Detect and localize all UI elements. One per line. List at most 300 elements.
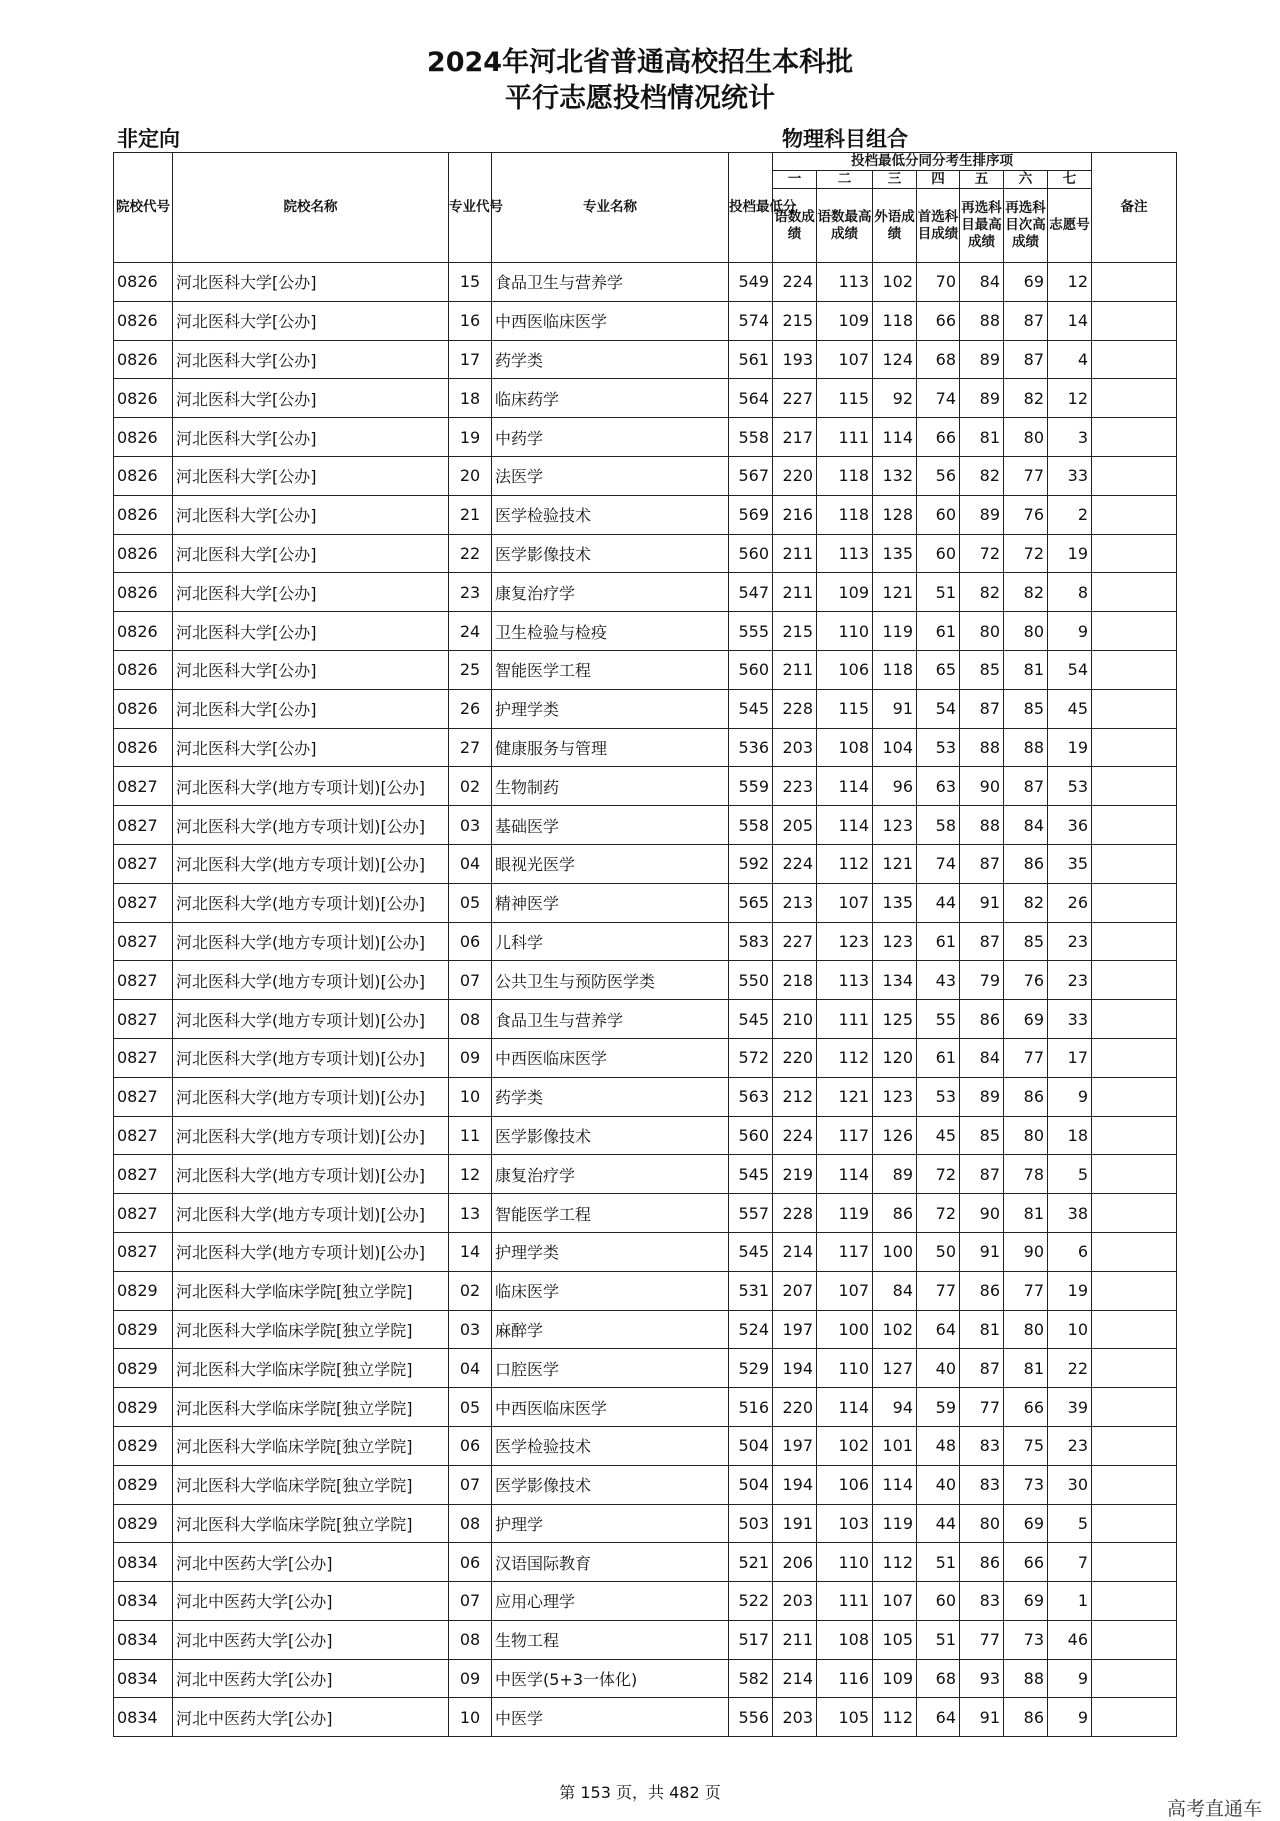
table-row: [114, 456, 1177, 495]
cell-rank-1: 194: [773, 1465, 817, 1504]
cell-rank-6: 76: [1004, 961, 1048, 1000]
cell-major-name: 医学检验技术: [492, 495, 729, 534]
cell-school-code: 0826: [114, 689, 173, 728]
header-rank-num: 一: [773, 171, 817, 189]
cell-rank-7: 33: [1048, 456, 1092, 495]
cell-rank-3: 107: [873, 1582, 917, 1621]
cell-major-code: 06: [449, 1426, 492, 1465]
cell-school-name: 河北中医药大学[公办]: [173, 1582, 449, 1621]
cell-rank-3: 112: [873, 1698, 917, 1737]
cell-min-score: 504: [729, 1426, 773, 1465]
page-footer: 第 153 页，共 482 页: [559, 1783, 721, 1802]
header-major-code: 专业代号: [449, 153, 492, 263]
cell-rank-7: 5: [1048, 1504, 1092, 1543]
cell-rank-5: 91: [960, 1698, 1004, 1737]
cell-school-name: 河北医科大学[公办]: [173, 301, 449, 340]
cell-rank-3: 121: [873, 573, 917, 612]
cell-rank-6: 86: [1004, 1077, 1048, 1116]
cell-school-code: 0829: [114, 1349, 173, 1388]
cell-rank-4: 43: [917, 961, 960, 1000]
cell-rank-7: 38: [1048, 1194, 1092, 1233]
cell-school-code: 0826: [114, 650, 173, 689]
header-rank-item: 外语成绩: [873, 189, 917, 263]
cell-rank-1: 224: [773, 263, 817, 302]
header-rank-num: 五: [960, 171, 1004, 189]
cell-rank-4: 51: [917, 1543, 960, 1582]
cell-school-name: 河北医科大学[公办]: [173, 340, 449, 379]
cell-rank-3: 91: [873, 689, 917, 728]
cell-rank-3: 92: [873, 379, 917, 418]
cell-school-code: 0827: [114, 922, 173, 961]
cell-major-name: 健康服务与管理: [492, 728, 729, 767]
cell-rank-5: 88: [960, 806, 1004, 845]
cell-rank-4: 68: [917, 1659, 960, 1698]
cell-rank-1: 194: [773, 1349, 817, 1388]
cell-rank-7: 8: [1048, 573, 1092, 612]
cell-rank-5: 77: [960, 1388, 1004, 1427]
cell-rank-3: 104: [873, 728, 917, 767]
cell-rank-7: 5: [1048, 1155, 1092, 1194]
table-row: [114, 922, 1177, 961]
cell-school-name: 河北医科大学[公办]: [173, 728, 449, 767]
cell-school-name: 河北医科大学临床学院[独立学院]: [173, 1504, 449, 1543]
cell-school-name: 河北医科大学[公办]: [173, 573, 449, 612]
cell-rank-3: 123: [873, 1077, 917, 1116]
cell-rank-4: 70: [917, 263, 960, 302]
cell-rank-6: 86: [1004, 1698, 1048, 1737]
cell-rank-5: 89: [960, 1077, 1004, 1116]
cell-rank-7: 39: [1048, 1388, 1092, 1427]
cell-major-name: 精神医学: [492, 883, 729, 922]
cell-rank-1: 211: [773, 1620, 817, 1659]
cell-min-score: 516: [729, 1388, 773, 1427]
cell-rank-7: 35: [1048, 844, 1092, 883]
cell-major-name: 生物工程: [492, 1620, 729, 1659]
cell-rank-7: 46: [1048, 1620, 1092, 1659]
cell-rank-4: 77: [917, 1271, 960, 1310]
cell-rank-5: 87: [960, 1155, 1004, 1194]
cell-rank-4: 61: [917, 1038, 960, 1077]
cell-rank-7: 22: [1048, 1349, 1092, 1388]
cell-min-score: 547: [729, 573, 773, 612]
header-rank-num: 四: [917, 171, 960, 189]
cell-rank-2: 113: [817, 961, 873, 1000]
cell-rank-4: 61: [917, 922, 960, 961]
cell-major-name: 智能医学工程: [492, 650, 729, 689]
cell-rank-7: 1: [1048, 1582, 1092, 1621]
cell-rank-2: 113: [817, 534, 873, 573]
header-rank-item: 语数最高成绩: [817, 189, 873, 263]
cell-major-code: 09: [449, 1659, 492, 1698]
cell-min-score: 503: [729, 1504, 773, 1543]
cell-rank-2: 108: [817, 1620, 873, 1659]
cell-rank-1: 227: [773, 922, 817, 961]
cell-rank-2: 114: [817, 1155, 873, 1194]
cell-rank-3: 128: [873, 495, 917, 534]
cell-school-name: 河北医科大学(地方专项计划)[公办]: [173, 1116, 449, 1155]
cell-rank-5: 82: [960, 456, 1004, 495]
cell-rank-5: 87: [960, 1349, 1004, 1388]
cell-rank-1: 211: [773, 650, 817, 689]
cell-rank-6: 78: [1004, 1155, 1048, 1194]
cell-rank-1: 210: [773, 1000, 817, 1039]
cell-school-code: 0826: [114, 418, 173, 457]
cell-school-name: 河北医科大学临床学院[独立学院]: [173, 1349, 449, 1388]
cell-school-code: 0827: [114, 844, 173, 883]
cell-rank-5: 89: [960, 379, 1004, 418]
cell-rank-4: 55: [917, 1000, 960, 1039]
cell-rank-1: 197: [773, 1310, 817, 1349]
cell-rank-7: 12: [1048, 379, 1092, 418]
cell-rank-5: 87: [960, 689, 1004, 728]
cell-remark: [1092, 263, 1177, 302]
cell-major-name: 汉语国际教育: [492, 1543, 729, 1582]
cell-rank-1: 207: [773, 1271, 817, 1310]
cell-rank-6: 82: [1004, 379, 1048, 418]
cell-remark: [1092, 301, 1177, 340]
cell-school-name: 河北医科大学[公办]: [173, 689, 449, 728]
cell-rank-2: 110: [817, 1543, 873, 1582]
cell-rank-2: 112: [817, 844, 873, 883]
table-row: [114, 1271, 1177, 1310]
cell-school-name: 河北医科大学临床学院[独立学院]: [173, 1388, 449, 1427]
cell-remark: [1092, 1582, 1177, 1621]
cell-rank-2: 107: [817, 340, 873, 379]
cell-rank-6: 82: [1004, 883, 1048, 922]
cell-major-name: 卫生检验与检疫: [492, 612, 729, 651]
cell-rank-1: 227: [773, 379, 817, 418]
cell-min-score: 560: [729, 650, 773, 689]
table-row: [114, 767, 1177, 806]
cell-school-code: 0829: [114, 1504, 173, 1543]
cell-school-code: 0826: [114, 534, 173, 573]
cell-major-name: 智能医学工程: [492, 1194, 729, 1233]
cell-rank-7: 23: [1048, 922, 1092, 961]
cell-major-name: 眼视光医学: [492, 844, 729, 883]
cell-school-code: 0826: [114, 612, 173, 651]
cell-school-name: 河北医科大学(地方专项计划)[公办]: [173, 806, 449, 845]
cell-rank-3: 102: [873, 263, 917, 302]
cell-major-name: 食品卫生与营养学: [492, 263, 729, 302]
cell-remark: [1092, 650, 1177, 689]
cell-min-score: 545: [729, 1232, 773, 1271]
cell-rank-7: 33: [1048, 1000, 1092, 1039]
cell-rank-6: 77: [1004, 456, 1048, 495]
cell-rank-5: 87: [960, 922, 1004, 961]
page-title: 2024年河北省普通高校招生本科批: [426, 47, 854, 78]
cell-rank-5: 84: [960, 1038, 1004, 1077]
header-rank-num: 三: [873, 171, 917, 189]
header-rank-num: 七: [1048, 171, 1092, 189]
cell-remark: [1092, 1077, 1177, 1116]
cell-rank-2: 107: [817, 883, 873, 922]
cell-rank-5: 80: [960, 612, 1004, 651]
cell-rank-3: 89: [873, 1155, 917, 1194]
cell-major-code: 26: [449, 689, 492, 728]
header-rank-item: 语数成绩: [773, 189, 817, 263]
subject-group-label: 物理科目组合: [782, 127, 908, 151]
cell-rank-4: 66: [917, 301, 960, 340]
cell-rank-4: 45: [917, 1116, 960, 1155]
table-row: [114, 1038, 1177, 1077]
cell-rank-6: 72: [1004, 534, 1048, 573]
cell-rank-5: 79: [960, 961, 1004, 1000]
cell-rank-7: 30: [1048, 1465, 1092, 1504]
cell-rank-1: 216: [773, 495, 817, 534]
cell-rank-6: 77: [1004, 1271, 1048, 1310]
cell-min-score: 536: [729, 728, 773, 767]
cell-remark: [1092, 883, 1177, 922]
cell-school-code: 0827: [114, 883, 173, 922]
cell-rank-3: 135: [873, 883, 917, 922]
cell-rank-6: 87: [1004, 767, 1048, 806]
cell-rank-5: 83: [960, 1582, 1004, 1621]
cell-rank-1: 214: [773, 1659, 817, 1698]
cell-rank-1: 203: [773, 728, 817, 767]
cell-rank-1: 206: [773, 1543, 817, 1582]
cell-school-code: 0827: [114, 1077, 173, 1116]
cell-rank-3: 100: [873, 1232, 917, 1271]
cell-rank-6: 87: [1004, 340, 1048, 379]
cell-major-name: 食品卫生与营养学: [492, 1000, 729, 1039]
cell-remark: [1092, 844, 1177, 883]
cell-min-score: 545: [729, 689, 773, 728]
cell-rank-2: 109: [817, 573, 873, 612]
cell-school-code: 0826: [114, 573, 173, 612]
header-min-score: 投档最低分: [729, 153, 773, 263]
cell-min-score: 558: [729, 806, 773, 845]
cell-min-score: 521: [729, 1543, 773, 1582]
cell-rank-7: 12: [1048, 263, 1092, 302]
cell-remark: [1092, 1465, 1177, 1504]
cell-school-name: 河北医科大学[公办]: [173, 379, 449, 418]
cell-rank-2: 105: [817, 1698, 873, 1737]
cell-remark: [1092, 1271, 1177, 1310]
cell-rank-7: 9: [1048, 1698, 1092, 1737]
cell-major-code: 13: [449, 1194, 492, 1233]
cell-school-code: 0827: [114, 1116, 173, 1155]
watermark: 高考直通车: [1166, 1798, 1262, 1820]
cell-rank-6: 80: [1004, 1310, 1048, 1349]
cell-rank-5: 91: [960, 1232, 1004, 1271]
cell-major-code: 02: [449, 767, 492, 806]
cell-school-name: 河北医科大学[公办]: [173, 612, 449, 651]
cell-min-score: 517: [729, 1620, 773, 1659]
cell-min-score: 545: [729, 1000, 773, 1039]
cell-min-score: 592: [729, 844, 773, 883]
cell-rank-6: 80: [1004, 1116, 1048, 1155]
cell-school-name: 河北医科大学(地方专项计划)[公办]: [173, 767, 449, 806]
cell-rank-4: 50: [917, 1232, 960, 1271]
cell-major-code: 05: [449, 1388, 492, 1427]
cell-rank-4: 40: [917, 1465, 960, 1504]
cell-rank-2: 115: [817, 689, 873, 728]
cell-min-score: 574: [729, 301, 773, 340]
cell-rank-5: 91: [960, 883, 1004, 922]
cell-rank-4: 54: [917, 689, 960, 728]
cell-school-code: 0834: [114, 1582, 173, 1621]
cell-rank-3: 126: [873, 1116, 917, 1155]
cell-remark: [1092, 1349, 1177, 1388]
cell-rank-1: 211: [773, 573, 817, 612]
cell-rank-4: 44: [917, 1504, 960, 1543]
cell-major-code: 09: [449, 1038, 492, 1077]
cell-school-name: 河北医科大学临床学院[独立学院]: [173, 1465, 449, 1504]
header-rank-item: 首选科目成绩: [917, 189, 960, 263]
cell-school-name: 河北中医药大学[公办]: [173, 1543, 449, 1582]
cell-remark: [1092, 340, 1177, 379]
cell-min-score: 572: [729, 1038, 773, 1077]
cell-rank-1: 218: [773, 961, 817, 1000]
table-body: [114, 263, 1177, 1737]
table-row: [114, 263, 1177, 302]
cell-rank-2: 117: [817, 1116, 873, 1155]
cell-rank-1: 219: [773, 1155, 817, 1194]
cell-rank-2: 113: [817, 263, 873, 302]
cell-major-name: 护理学类: [492, 1232, 729, 1271]
cell-rank-1: 203: [773, 1582, 817, 1621]
cell-school-code: 0826: [114, 340, 173, 379]
cell-rank-4: 64: [917, 1310, 960, 1349]
cell-rank-5: 87: [960, 844, 1004, 883]
table-row: [114, 495, 1177, 534]
cell-rank-3: 96: [873, 767, 917, 806]
cell-rank-4: 72: [917, 1194, 960, 1233]
cell-rank-6: 82: [1004, 573, 1048, 612]
cell-remark: [1092, 573, 1177, 612]
cell-major-code: 27: [449, 728, 492, 767]
cell-min-score: 565: [729, 883, 773, 922]
cell-rank-2: 123: [817, 922, 873, 961]
cell-major-name: 中医学(5+3一体化): [492, 1659, 729, 1698]
cell-rank-6: 69: [1004, 263, 1048, 302]
cell-major-name: 公共卫生与预防医学类: [492, 961, 729, 1000]
cell-school-code: 0826: [114, 456, 173, 495]
cell-rank-2: 110: [817, 1349, 873, 1388]
cell-rank-7: 17: [1048, 1038, 1092, 1077]
cell-school-code: 0829: [114, 1388, 173, 1427]
cell-major-name: 中西医临床医学: [492, 301, 729, 340]
table-row: [114, 1077, 1177, 1116]
cell-school-name: 河北医科大学[公办]: [173, 534, 449, 573]
table-row: [114, 1543, 1177, 1582]
cell-major-code: 03: [449, 806, 492, 845]
cell-major-code: 04: [449, 1349, 492, 1388]
table-row: [114, 612, 1177, 651]
cell-rank-3: 84: [873, 1271, 917, 1310]
cell-remark: [1092, 1155, 1177, 1194]
cell-min-score: 558: [729, 418, 773, 457]
header-rank-item: 再选科目最高成绩: [960, 189, 1004, 263]
cell-rank-7: 9: [1048, 612, 1092, 651]
cell-remark: [1092, 728, 1177, 767]
cell-school-name: 河北医科大学临床学院[独立学院]: [173, 1271, 449, 1310]
cell-remark: [1092, 961, 1177, 1000]
cell-rank-6: 69: [1004, 1504, 1048, 1543]
cell-major-name: 临床药学: [492, 379, 729, 418]
cell-school-code: 0827: [114, 767, 173, 806]
cell-rank-4: 60: [917, 1582, 960, 1621]
cell-school-name: 河北医科大学(地方专项计划)[公办]: [173, 1077, 449, 1116]
table-row: [114, 1349, 1177, 1388]
cell-major-code: 11: [449, 1116, 492, 1155]
page-subtitle: 平行志愿投档情况统计: [505, 83, 775, 114]
cell-rank-6: 75: [1004, 1426, 1048, 1465]
table-row: [114, 1659, 1177, 1698]
cell-major-name: 中药学: [492, 418, 729, 457]
cell-major-code: 12: [449, 1155, 492, 1194]
cell-rank-5: 80: [960, 1504, 1004, 1543]
cell-rank-6: 85: [1004, 689, 1048, 728]
cell-rank-3: 135: [873, 534, 917, 573]
cell-rank-7: 9: [1048, 1659, 1092, 1698]
cell-major-code: 06: [449, 922, 492, 961]
cell-rank-4: 60: [917, 495, 960, 534]
cell-major-name: 儿科学: [492, 922, 729, 961]
cell-rank-2: 117: [817, 1232, 873, 1271]
cell-school-code: 0827: [114, 806, 173, 845]
cell-school-name: 河北中医药大学[公办]: [173, 1620, 449, 1659]
cell-major-code: 20: [449, 456, 492, 495]
cell-min-score: 560: [729, 534, 773, 573]
cell-rank-1: 217: [773, 418, 817, 457]
cell-school-name: 河北医科大学(地方专项计划)[公办]: [173, 1232, 449, 1271]
cell-rank-1: 197: [773, 1426, 817, 1465]
cell-school-code: 0827: [114, 961, 173, 1000]
cell-school-name: 河北医科大学[公办]: [173, 456, 449, 495]
cell-rank-3: 118: [873, 650, 917, 689]
cell-school-name: 河北医科大学(地方专项计划)[公办]: [173, 961, 449, 1000]
cell-major-code: 17: [449, 340, 492, 379]
cell-school-code: 0827: [114, 1000, 173, 1039]
cell-rank-1: 215: [773, 301, 817, 340]
cell-school-name: 河北医科大学[公办]: [173, 650, 449, 689]
table-row: [114, 1310, 1177, 1349]
cell-rank-1: 228: [773, 689, 817, 728]
cell-rank-4: 68: [917, 340, 960, 379]
cell-rank-7: 26: [1048, 883, 1092, 922]
cell-remark: [1092, 1116, 1177, 1155]
cell-rank-5: 83: [960, 1465, 1004, 1504]
cell-rank-2: 118: [817, 456, 873, 495]
cell-rank-6: 90: [1004, 1232, 1048, 1271]
cell-rank-4: 74: [917, 379, 960, 418]
cell-school-name: 河北医科大学(地方专项计划)[公办]: [173, 922, 449, 961]
cell-rank-7: 19: [1048, 728, 1092, 767]
cell-rank-1: 224: [773, 844, 817, 883]
cell-remark: [1092, 1232, 1177, 1271]
cell-school-code: 0826: [114, 495, 173, 534]
cell-min-score: 555: [729, 612, 773, 651]
cell-rank-1: 203: [773, 1698, 817, 1737]
cell-rank-3: 101: [873, 1426, 917, 1465]
cell-rank-2: 110: [817, 612, 873, 651]
cell-remark: [1092, 689, 1177, 728]
cell-school-name: 河北医科大学[公办]: [173, 418, 449, 457]
cell-rank-4: 59: [917, 1388, 960, 1427]
category-label: 非定向: [117, 127, 180, 151]
cell-rank-7: 23: [1048, 961, 1092, 1000]
cell-rank-1: 224: [773, 1116, 817, 1155]
cell-major-name: 生物制药: [492, 767, 729, 806]
cell-rank-2: 109: [817, 301, 873, 340]
cell-rank-7: 54: [1048, 650, 1092, 689]
cell-rank-5: 83: [960, 1426, 1004, 1465]
cell-rank-7: 45: [1048, 689, 1092, 728]
cell-remark: [1092, 1426, 1177, 1465]
table-row: [114, 1698, 1177, 1737]
cell-rank-2: 114: [817, 1388, 873, 1427]
